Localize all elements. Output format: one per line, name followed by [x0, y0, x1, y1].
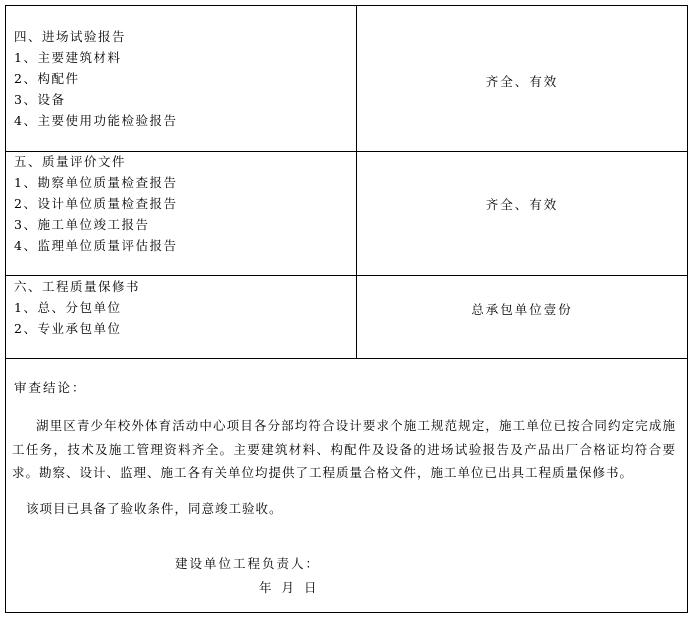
section-quality-evaluation — [14, 151, 177, 256]
list-item: 2、专业承包单位 — [14, 321, 122, 336]
section-heading: 四、进场试验报告 — [14, 29, 127, 44]
section-heading: 五、质量评价文件 — [14, 154, 127, 169]
section-heading: 六、工程质量保修书 — [14, 279, 141, 294]
section-status: 齐全、有效 — [485, 197, 559, 212]
list-item: 3、施工单位竣工报告 — [14, 217, 150, 232]
list-item: 1、总、分包单位 — [14, 300, 122, 315]
date-label: 年 月 日 — [259, 580, 320, 595]
section-status: 总承包单位壹份 — [471, 302, 573, 317]
section-warranty — [14, 276, 140, 339]
conclusion-paragraph: 湖里区青少年校外体育活动中心项目各分部均符合设计要求个施工规范规定，施工单位已按合同约定完成施工任务，技术及施工管理资料齐全。主要建筑材料、构配件及设备的进场试验报告及产品出厂合格证均符合要求。勘察、设计、监理、施工各有关单位均提供了工程质量合格文件，施工单位已出具工程质量保修书。 — [12, 418, 676, 480]
list-item: 1、勘察单位质量检查报告 — [14, 175, 178, 190]
list-item: 3、设备 — [14, 92, 66, 107]
list-item: 2、构配件 — [14, 71, 80, 86]
review-form — [5, 5, 688, 613]
conclusion-title: 审查结论： — [14, 380, 87, 395]
list-item: 1、主要建筑材料 — [14, 50, 122, 65]
list-item: 2、设计单位质量检查报告 — [14, 196, 178, 211]
signature-label: 建设单位工程负责人： — [175, 556, 321, 571]
list-item: 4、主要使用功能检验报告 — [14, 113, 178, 128]
conclusion-paragraph: 该项目已具备了验收条件，同意竣工验收。 — [26, 501, 283, 516]
section-status: 齐全、有效 — [485, 74, 559, 89]
list-item: 4、监理单位质量评估报告 — [14, 238, 178, 253]
section-test-reports — [14, 26, 177, 131]
row-divider — [6, 358, 687, 359]
